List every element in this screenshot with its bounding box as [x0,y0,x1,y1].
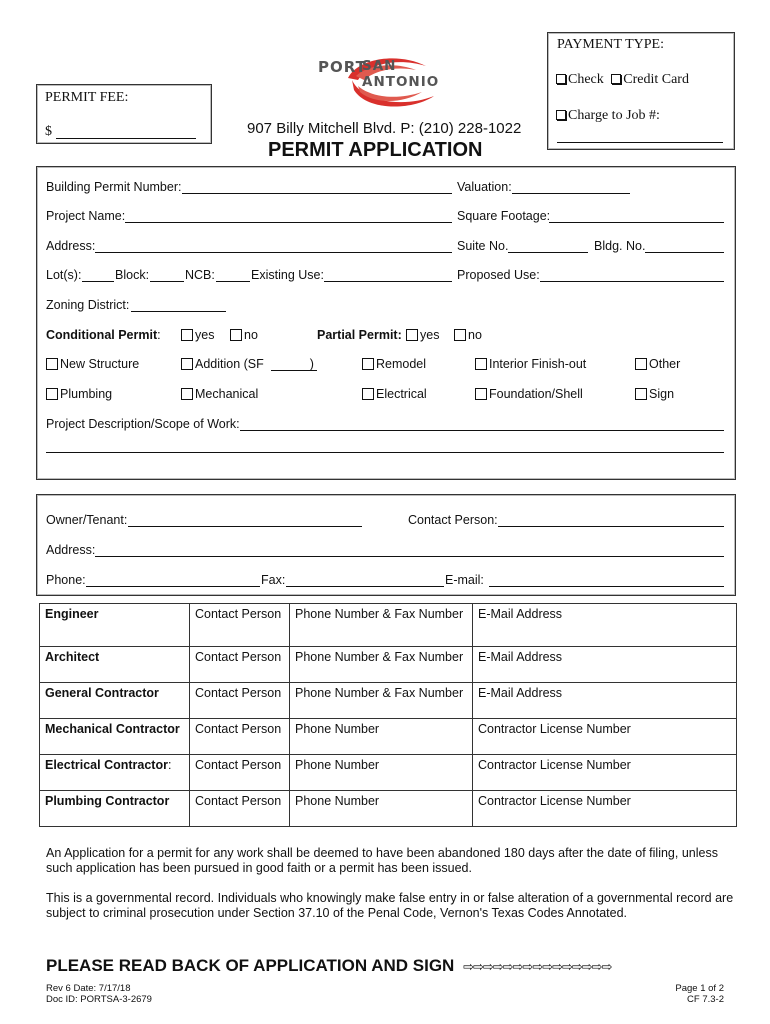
governmental-record-notice: This is a governmental record. Individuals who knowingly make false entry in or false alteration of a governmental record are subject to criminal prosecution under Section 37.10 of the Penal Code, Vernon's Texas Codes Annotated. [46,891,734,920]
conditional-permit-yes[interactable]: yes [181,328,214,343]
bldg-no-label: Bldg. No. [594,239,646,253]
phone-cell[interactable]: Phone Number & Fax Number [290,604,473,647]
form-code: CF 7.3-2 [687,994,724,1005]
mechanical-checkbox[interactable] [181,388,193,400]
project-description-field[interactable] [240,430,724,431]
table-row [40,604,737,647]
type-remodel[interactable]: Remodel [362,357,426,372]
port-san-antonio-logo [318,50,458,115]
footer-left [46,983,152,1005]
project-name-label: Project Name: [46,209,126,223]
conditional-permit-label: Conditional Permit: [46,328,161,342]
contact-person-cell[interactable]: Contact Person [190,604,290,647]
table-row [40,791,737,827]
contact-person-cell[interactable]: Contact Person [190,755,290,791]
permit-fee-currency: $ [45,124,52,139]
contact-person-field[interactable] [498,526,724,527]
suite-no-field[interactable] [508,252,588,253]
role-cell: Architect [40,647,190,683]
logo-text-port: PORT [318,58,367,76]
email-cell[interactable]: E-Mail Address [473,683,737,719]
phone-cell[interactable]: Phone Number & Fax Number [290,683,473,719]
phone-cell[interactable]: Phone Number & Fax Number [290,647,473,683]
contacts-table [39,603,737,827]
square-footage-label: Square Footage: [457,209,551,223]
page-title: PERMIT APPLICATION [268,139,483,161]
footer-right [675,983,724,1005]
bldg-no-field[interactable] [645,252,724,253]
partial-no-checkbox[interactable] [454,329,466,341]
type-interior-finish-out[interactable]: Interior Finish-out [475,357,586,372]
block-field[interactable] [150,281,184,282]
interior-finish-out-checkbox[interactable] [475,358,487,370]
license-cell[interactable]: Contractor License Number [473,719,737,755]
contact-person-label: Contact Person: [408,513,498,527]
email-label: E-mail: [445,573,484,587]
read-back-instruction: PLEASE READ BACK OF APPLICATION AND SIGN ⇨⇨⇨⇨⇨⇨⇨⇨⇨⇨⇨⇨⇨⇨⇨ [46,956,612,975]
zoning-district-label: Zoning District: [46,298,130,312]
role-cell: Engineer [40,604,190,647]
square-footage-field[interactable] [549,222,724,223]
phone-label: Phone: [46,573,86,587]
role-cell: General Contractor [40,683,190,719]
new-structure-checkbox[interactable] [46,358,58,370]
project-address-label: Address: [46,239,96,253]
contact-person-cell[interactable]: Contact Person [190,719,290,755]
role-cell: Electrical Contractor: [40,755,190,791]
conditional-yes-checkbox[interactable] [181,329,193,341]
conditional-permit-no[interactable]: no [230,328,258,343]
type-other[interactable]: Other [635,357,680,372]
logo-text-san-antonio: SAN ANTONIO [362,58,440,90]
type-electrical[interactable]: Electrical [362,387,427,402]
charge-checkbox[interactable] [556,110,566,120]
phone-cell[interactable]: Phone Number [290,755,473,791]
remodel-checkbox[interactable] [362,358,374,370]
project-description-label: Project Description/Scope of Work: [46,417,240,431]
project-description-field-line-2[interactable] [46,452,724,453]
conditional-no-checkbox[interactable] [230,329,242,341]
zoning-district-field[interactable] [131,311,226,312]
lots-field[interactable] [82,281,114,282]
abandonment-notice: An Application for a permit for any work shall be deemed to have been abandoned 180 days after the date of filing, unless such application has been pursued in good faith or a permit has been issued. [46,846,718,875]
contact-person-cell[interactable]: Contact Person [190,647,290,683]
owner-tenant-field[interactable] [128,526,362,527]
type-mechanical[interactable]: Mechanical [181,387,258,402]
phone-cell[interactable]: Phone Number [290,791,473,827]
addition-sf-field[interactable] [271,370,317,371]
table-row [40,755,737,791]
type-foundation-shell[interactable]: Foundation/Shell [475,387,583,402]
existing-use-label: Existing Use: [251,268,324,282]
payment-charge-option[interactable]: Charge to Job #: [556,108,660,123]
credit-card-checkbox[interactable] [611,74,621,84]
fax-field[interactable] [286,586,444,587]
foundation-shell-checkbox[interactable] [475,388,487,400]
email-cell[interactable]: E-Mail Address [473,647,737,683]
ncb-field[interactable] [216,281,250,282]
proposed-use-label: Proposed Use: [457,268,540,282]
valuation-field[interactable] [512,193,630,194]
plumbing-checkbox[interactable] [46,388,58,400]
building-permit-number-label: Building Permit Number: [46,180,182,194]
existing-use-field[interactable] [324,281,452,282]
page-number: Page 1 of 2 [675,983,724,994]
type-addition[interactable]: Addition (SF ) [181,357,314,372]
revision-date: Rev 6 Date: 7/17/18 [46,983,131,994]
block-label: Block: [115,268,150,282]
ncb-label: NCB: [185,268,215,282]
sign-checkbox[interactable] [635,388,647,400]
fax-label: Fax: [261,573,286,587]
contact-person-cell[interactable]: Contact Person [190,683,290,719]
addition-checkbox[interactable] [181,358,193,370]
project-address-field[interactable] [95,252,452,253]
office-address: 907 Billy Mitchell Blvd. P: (210) 228-1022 [247,120,522,137]
permit-fee-label: PERMIT FEE: [45,90,129,105]
owner-info-box [36,494,736,596]
license-cell[interactable]: Contractor License Number [473,791,737,827]
payment-check-option[interactable]: Check Credit Card [556,72,689,87]
owner-tenant-label: Owner/Tenant: [46,513,128,527]
payment-type-title: PAYMENT TYPE: [557,37,664,52]
type-new-structure[interactable]: New Structure [46,357,139,372]
email-cell[interactable]: E-Mail Address [473,604,737,647]
suite-no-label: Suite No. [457,239,509,253]
contact-person-cell[interactable]: Contact Person [190,791,290,827]
proposed-use-field[interactable] [540,281,724,282]
email-field[interactable] [489,586,724,587]
electrical-checkbox[interactable] [362,388,374,400]
phone-cell[interactable]: Phone Number [290,719,473,755]
project-name-field[interactable] [125,222,452,223]
partial-permit-yes[interactable]: yes [406,328,439,343]
partial-permit-label: Partial Permit: [317,328,402,342]
table-row [40,647,737,683]
license-cell[interactable]: Contractor License Number [473,755,737,791]
owner-address-label: Address: [46,543,96,557]
phone-field[interactable] [86,586,260,587]
table-row [40,683,737,719]
owner-address-field[interactable] [95,556,724,557]
valuation-label: Valuation: [457,180,512,194]
table-row [40,719,737,755]
arrow-right-icon: ⇨⇨⇨⇨⇨⇨⇨⇨⇨⇨⇨⇨⇨⇨⇨ [463,960,612,975]
building-permit-number-field[interactable] [182,193,452,194]
type-sign[interactable]: Sign [635,387,674,402]
permit-fee-field[interactable] [56,138,196,139]
document-id: Doc ID: PORTSA-3-2679 [46,994,152,1005]
role-cell: Plumbing Contractor [40,791,190,827]
charge-job-field[interactable] [557,142,723,143]
type-plumbing[interactable]: Plumbing [46,387,112,402]
partial-permit-no[interactable]: no [454,328,482,343]
partial-yes-checkbox[interactable] [406,329,418,341]
check-checkbox[interactable] [556,74,566,84]
role-cell: Mechanical Contractor [40,719,190,755]
other-checkbox[interactable] [635,358,647,370]
lots-label: Lot(s): [46,268,82,282]
project-info-box [36,166,736,480]
